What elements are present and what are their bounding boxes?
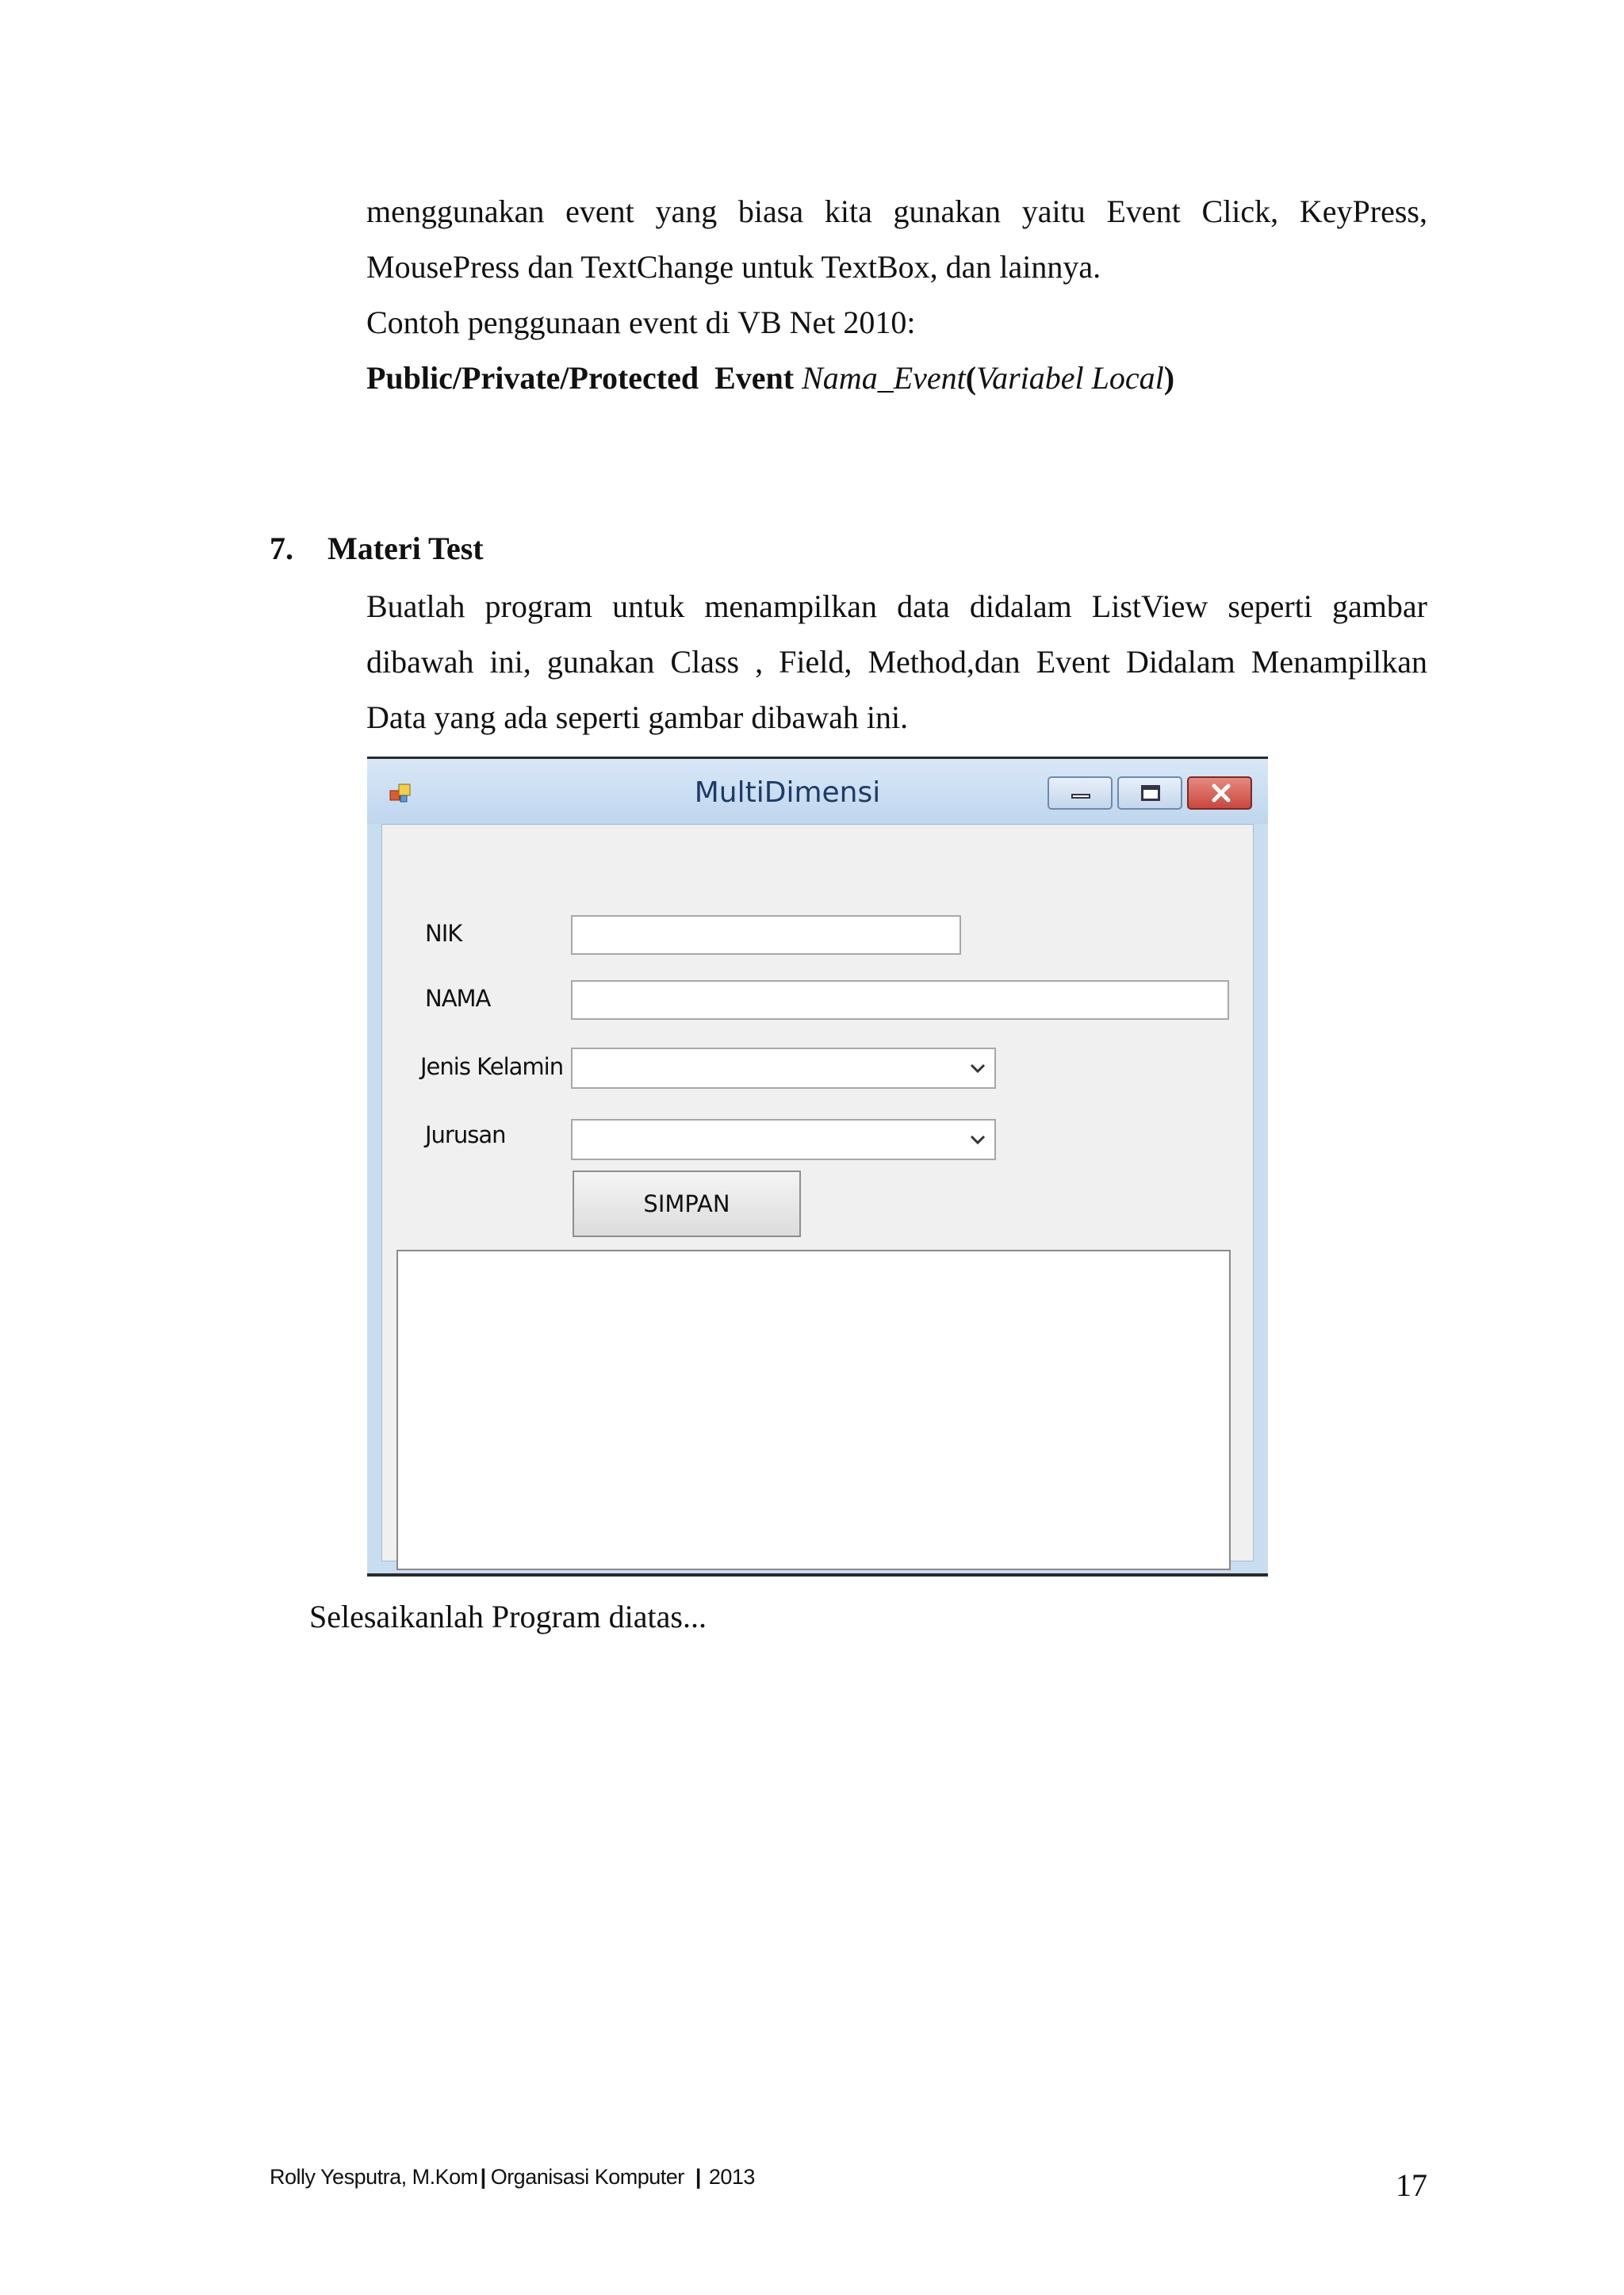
nik-input[interactable] bbox=[571, 915, 961, 955]
jurusan-combobox[interactable] bbox=[571, 1119, 996, 1160]
footer-course: Organisasi Komputer bbox=[490, 2165, 684, 2189]
maximize-icon bbox=[1141, 785, 1160, 801]
close-icon bbox=[1209, 781, 1233, 805]
maximize-button[interactable] bbox=[1117, 776, 1182, 810]
data-listview[interactable] bbox=[396, 1250, 1231, 1570]
jurusan-label: Jurusan bbox=[425, 1121, 506, 1148]
window-title: MultiDimensi bbox=[694, 776, 881, 809]
syntax-event-name: Nama_Event bbox=[802, 360, 966, 396]
syntax-variable: Variabel Local bbox=[976, 360, 1164, 396]
minimize-button[interactable] bbox=[1048, 776, 1113, 810]
window-titlebar[interactable] bbox=[367, 759, 1268, 824]
footer-year: 2013 bbox=[708, 2165, 755, 2189]
form-app-icon bbox=[389, 783, 413, 807]
intro-line-2: MousePress dan TextChange untuk TextBox, dan lainnya. bbox=[366, 249, 1101, 285]
footer-author: Rolly Yesputra, M.Kom bbox=[270, 2165, 478, 2189]
nama-input[interactable] bbox=[571, 980, 1229, 1020]
simpan-button[interactable]: SIMPAN bbox=[573, 1170, 801, 1237]
multidimensi-window bbox=[367, 757, 1268, 1577]
window-client-area bbox=[381, 824, 1254, 1561]
syntax-line bbox=[366, 351, 1427, 406]
nik-label: NIK bbox=[425, 920, 462, 947]
close-button[interactable] bbox=[1187, 776, 1252, 810]
minimize-icon bbox=[1071, 794, 1090, 799]
task-line-2: dibawah ini, gunakan Class , Field, Method,dan Event Didalam Menampilkan bbox=[366, 644, 1427, 680]
page-number: 17 bbox=[1396, 2167, 1427, 2203]
syntax-keywords: Public/Private/Protected Event bbox=[366, 360, 802, 396]
section-title: Materi Test bbox=[327, 531, 484, 566]
chevron-down-icon[interactable] bbox=[967, 1058, 988, 1079]
closing-text: Selesaikanlah Program diatas... bbox=[309, 1599, 707, 1634]
syntax-open-paren: ( bbox=[965, 360, 977, 396]
jenis-kelamin-combobox[interactable] bbox=[571, 1048, 996, 1089]
footer-separator: | bbox=[480, 2165, 486, 2189]
section-number: 7. bbox=[270, 531, 293, 566]
task-line-3: Data yang ada seperti gambar dibawah ini. bbox=[366, 699, 909, 735]
page-footer bbox=[270, 2165, 755, 2190]
intro-line-1: menggunakan event yang biasa kita gunakan yaitu Event Click, KeyPress, bbox=[366, 193, 1427, 229]
jenis-kelamin-label: Jenis Kelamin bbox=[420, 1053, 564, 1080]
footer-separator: | bbox=[695, 2165, 701, 2189]
nama-label: NAMA bbox=[425, 985, 491, 1012]
syntax-close-paren: ) bbox=[1163, 360, 1175, 396]
chevron-down-icon[interactable] bbox=[967, 1129, 988, 1150]
intro-line-3: Contoh penggunaan event di VB Net 2010: bbox=[366, 305, 916, 340]
task-line-1: Buatlah program untuk menampilkan data didalam ListView seperti gambar bbox=[366, 588, 1427, 624]
